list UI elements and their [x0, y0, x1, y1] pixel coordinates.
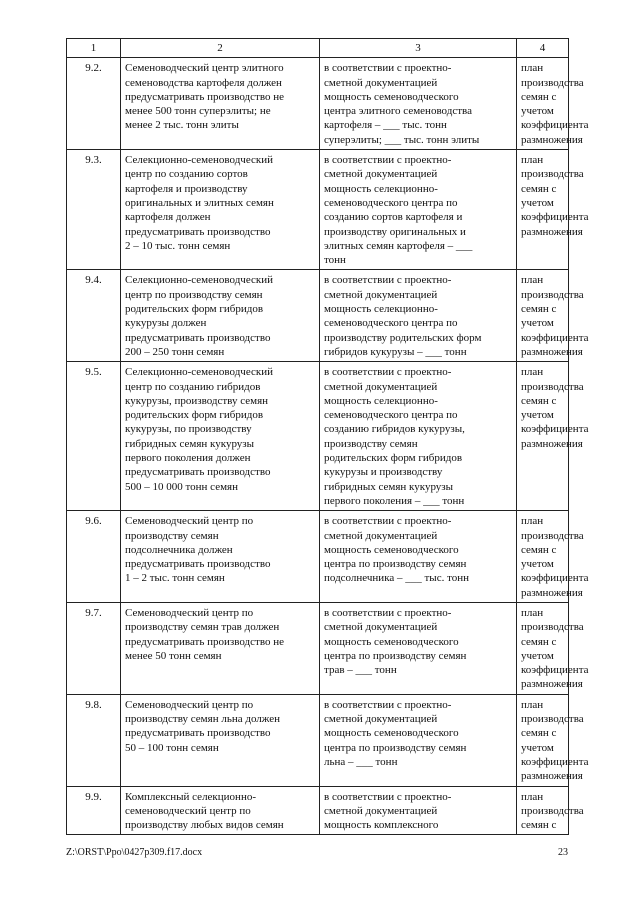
- plan-text-line: план: [521, 62, 544, 75]
- requirement-text-line: картофеля должен: [125, 211, 211, 224]
- requirement-text-line: кукурузы должен: [125, 317, 207, 330]
- capacity-text-line: тонн: [324, 254, 346, 267]
- capacity-text-line: льна – ___ тонн: [324, 755, 398, 768]
- requirement-text-line: Селекционно-семеноводческий: [125, 274, 273, 287]
- column-header-2: 2: [121, 39, 320, 58]
- plan-text-line: учетом: [521, 649, 554, 662]
- plan-text-line: размножения: [521, 586, 583, 599]
- table-body: [67, 58, 589, 835]
- plan-text-line: семян с: [521, 635, 557, 648]
- requirement-text: [121, 150, 320, 270]
- capacity-text-line: центра по производству семян: [324, 649, 467, 662]
- plan-text: [517, 786, 584, 835]
- capacity-text-line: мощность семеноводческого: [324, 635, 459, 648]
- table-row: [67, 58, 569, 150]
- plan-text-line: семян с: [521, 90, 557, 103]
- plan-text-line: коэффициента: [521, 331, 589, 344]
- requirement-text-line: производству семян: [125, 529, 219, 542]
- capacity-text: [320, 694, 517, 786]
- requirement-text-line: предусматривать производство: [125, 225, 271, 238]
- column-header-4: 4: [517, 39, 569, 58]
- plan-text-line: производства: [521, 288, 584, 301]
- plan-text-line: семян с: [521, 182, 557, 195]
- item-number: 9.6.: [67, 511, 121, 603]
- plan-text: [517, 150, 589, 270]
- requirement-text-line: родительских форм гибридов: [125, 409, 264, 422]
- table-row: [67, 511, 569, 603]
- requirement-text-line: Семеноводческий центр по: [125, 606, 254, 619]
- capacity-text-line: трав – ___ тонн: [324, 664, 397, 677]
- capacity-text-line: производству оригинальных и: [324, 225, 466, 238]
- requirement-text-line: оригинальных и элитных семян: [125, 196, 274, 209]
- capacity-text-line: родительских форм гибридов: [324, 452, 463, 465]
- plan-text-line: семян с: [521, 819, 557, 832]
- capacity-text-line: гибридных семян кукурузы: [324, 480, 454, 493]
- requirement-text: [121, 602, 320, 694]
- table-row: [67, 694, 569, 786]
- requirement-text-line: Семеноводческий центр по: [125, 515, 254, 528]
- capacity-text: [320, 786, 517, 835]
- table-row: [67, 786, 569, 835]
- plan-text-line: учетом: [521, 409, 554, 422]
- plan-text-line: семян с: [521, 727, 557, 740]
- requirement-text: [121, 270, 320, 362]
- plan-text-line: размножения: [521, 225, 583, 238]
- capacity-text: [320, 270, 517, 362]
- requirement-text-line: предусматривать производство не: [125, 635, 284, 648]
- requirement-text-line: гибридных семян кукурузы: [125, 437, 255, 450]
- requirement-text-line: семеноводства картофеля должен: [125, 76, 282, 89]
- capacity-text-line: первого поколения – ___ тонн: [324, 494, 465, 507]
- requirement-text-line: менее 50 тонн семян: [125, 649, 222, 662]
- requirement-text-line: производству семян трав должен: [125, 621, 280, 634]
- item-number: 9.5.: [67, 362, 121, 511]
- requirement-text-line: кукурузы, производству семян: [125, 394, 269, 407]
- plan-text-line: коэффициента: [521, 119, 589, 132]
- capacity-text: [320, 362, 517, 511]
- requirement-text-line: родительских форм гибридов: [125, 303, 264, 316]
- requirements-table: [66, 38, 589, 835]
- plan-text: [517, 694, 589, 786]
- requirement-text-line: предусматривать производство: [125, 331, 271, 344]
- plan-text-line: производства: [521, 529, 584, 542]
- capacity-text-line: сметной документацией: [324, 168, 438, 181]
- requirement-text-line: менее 2 тыс. тонн элиты: [125, 119, 239, 132]
- capacity-text-line: производству родительских форм: [324, 331, 482, 344]
- plan-text-line: план: [521, 790, 544, 803]
- file-path: Z:\ORST\Ppo\0427p309.f17.docx: [66, 847, 203, 858]
- capacity-text-line: в соответствии с проектно-: [324, 515, 452, 528]
- table-row: [67, 270, 569, 362]
- capacity-text-line: созданию гибридов кукурузы,: [324, 423, 465, 436]
- requirement-text-line: 2 – 10 тыс. тонн семян: [125, 239, 231, 252]
- requirement-text-line: центр по созданию гибридов: [125, 380, 261, 393]
- capacity-text-line: мощность селекционно-: [324, 303, 438, 316]
- requirement-text-line: Семеноводческий центр по: [125, 698, 254, 711]
- capacity-text-line: мощность селекционно-: [324, 182, 438, 195]
- plan-text: [517, 602, 589, 694]
- capacity-text-line: сметной документацией: [324, 529, 438, 542]
- plan-text: [517, 511, 589, 603]
- capacity-text-line: в соответствии с проектно-: [324, 274, 452, 287]
- plan-text: [517, 270, 589, 362]
- plan-text-line: размножения: [521, 133, 583, 146]
- plan-text-line: производства: [521, 804, 584, 817]
- plan-text-line: учетом: [521, 317, 554, 330]
- capacity-text-line: в соответствии с проектно-: [324, 366, 452, 379]
- capacity-text-line: центра по производству семян: [324, 558, 467, 571]
- plan-text-line: производства: [521, 168, 584, 181]
- plan-text-line: план: [521, 606, 544, 619]
- plan-text-line: семян с: [521, 394, 557, 407]
- capacity-text-line: центра элитного семеноводства: [324, 105, 472, 118]
- capacity-text-line: сметной документацией: [324, 288, 438, 301]
- requirement-text-line: 1 – 2 тыс. тонн семян: [125, 572, 225, 585]
- plan-text-line: семян с: [521, 303, 557, 316]
- requirement-text-line: Комплексный селекционно-: [125, 790, 256, 803]
- capacity-text-line: в соответствии с проектно-: [324, 698, 452, 711]
- capacity-text-line: центра по производству семян: [324, 741, 467, 754]
- capacity-text-line: сметной документацией: [324, 621, 438, 634]
- capacity-text-line: в соответствии с проектно-: [324, 606, 452, 619]
- plan-text-line: план: [521, 274, 544, 287]
- plan-text-line: семян с: [521, 543, 557, 556]
- requirement-text-line: 200 – 250 тонн семян: [125, 345, 225, 358]
- plan-text-line: размножения: [521, 678, 583, 691]
- plan-text-line: коэффициента: [521, 211, 589, 224]
- capacity-text: [320, 511, 517, 603]
- requirement-text-line: кукурузы, по производству: [125, 423, 252, 436]
- plan-text-line: размножения: [521, 770, 583, 783]
- capacity-text-line: мощность семеноводческого: [324, 727, 459, 740]
- item-number: 9.4.: [67, 270, 121, 362]
- plan-text-line: план: [521, 515, 544, 528]
- item-number: 9.3.: [67, 150, 121, 270]
- requirement-text-line: предусматривать производство: [125, 466, 271, 479]
- capacity-text: [320, 58, 517, 150]
- capacity-text-line: картофеля – ___ тыс. тонн: [324, 119, 447, 132]
- requirement-text-line: центр по производству семян: [125, 288, 263, 301]
- plan-text-line: производства: [521, 76, 584, 89]
- plan-text: [517, 362, 589, 511]
- page-number: 23: [558, 847, 568, 858]
- requirement-text-line: 50 – 100 тонн семян: [125, 741, 219, 754]
- plan-text-line: коэффициента: [521, 572, 589, 585]
- capacity-text-line: созданию сортов картофеля и: [324, 211, 463, 224]
- plan-text-line: производства: [521, 621, 584, 634]
- requirement-text: [121, 786, 320, 835]
- table-header-row: [67, 39, 569, 58]
- plan-text-line: коэффициента: [521, 755, 589, 768]
- plan-text-line: размножения: [521, 345, 583, 358]
- requirement-text-line: менее 500 тонн суперэлиты; не: [125, 105, 271, 118]
- requirement-text-line: Селекционно-семеноводческий: [125, 154, 273, 167]
- capacity-text: [320, 602, 517, 694]
- plan-text-line: план: [521, 154, 544, 167]
- table-row: [67, 602, 569, 694]
- requirement-text-line: предусматривать производство: [125, 727, 271, 740]
- table-row: [67, 150, 569, 270]
- capacity-text-line: в соответствии с проектно-: [324, 154, 452, 167]
- capacity-text-line: семеноводческого центра по: [324, 317, 458, 330]
- capacity-text-line: сметной документацией: [324, 713, 438, 726]
- plan-text-line: размножения: [521, 437, 583, 450]
- requirement-text-line: Семеноводческий центр элитного: [125, 62, 284, 75]
- item-number: 9.8.: [67, 694, 121, 786]
- capacity-text-line: мощность комплексного: [324, 819, 439, 832]
- capacity-text-line: суперэлиты; ___ тыс. тонн элиты: [324, 133, 480, 146]
- requirement-text-line: Селекционно-семеноводческий: [125, 366, 273, 379]
- plan-text: [517, 58, 589, 150]
- requirement-text-line: семеноводческий центр по: [125, 804, 251, 817]
- requirement-text-line: первого поколения должен: [125, 452, 251, 465]
- capacity-text-line: сметной документацией: [324, 380, 438, 393]
- capacity-text-line: кукурузы и производству: [324, 466, 443, 479]
- requirement-text-line: предусматривать производство: [125, 558, 271, 571]
- column-header-1: 1: [67, 39, 121, 58]
- plan-text-line: производства: [521, 380, 584, 393]
- requirement-text-line: производству любых видов семян: [125, 819, 284, 832]
- capacity-text-line: мощность семеноводческого: [324, 543, 459, 556]
- plan-text-line: учетом: [521, 741, 554, 754]
- requirement-text-line: производству семян льна должен: [125, 713, 281, 726]
- capacity-text-line: сметной документацией: [324, 76, 438, 89]
- item-number: 9.2.: [67, 58, 121, 150]
- capacity-text-line: производству семян: [324, 437, 418, 450]
- plan-text-line: план: [521, 698, 544, 711]
- capacity-text-line: семеноводческого центра по: [324, 409, 458, 422]
- requirement-text-line: картофеля и производству: [125, 182, 248, 195]
- plan-text-line: план: [521, 366, 544, 379]
- requirement-text: [121, 58, 320, 150]
- plan-text-line: производства: [521, 713, 584, 726]
- capacity-text-line: семеноводческого центра по: [324, 196, 458, 209]
- requirement-text: [121, 362, 320, 511]
- item-number: 9.9.: [67, 786, 121, 835]
- capacity-text-line: мощность селекционно-: [324, 394, 438, 407]
- capacity-text-line: подсолнечника – ___ тыс. тонн: [324, 572, 470, 585]
- capacity-text-line: мощность семеноводческого: [324, 90, 459, 103]
- capacity-text-line: сметной документацией: [324, 804, 438, 817]
- plan-text-line: учетом: [521, 196, 554, 209]
- plan-text-line: коэффициента: [521, 664, 589, 677]
- requirement-text-line: подсолнечника должен: [125, 543, 233, 556]
- plan-text-line: учетом: [521, 105, 554, 118]
- column-header-3: 3: [320, 39, 517, 58]
- item-number: 9.7.: [67, 602, 121, 694]
- plan-text-line: коэффициента: [521, 423, 589, 436]
- plan-text-line: учетом: [521, 558, 554, 571]
- requirement-text: [121, 511, 320, 603]
- capacity-text-line: в соответствии с проектно-: [324, 790, 452, 803]
- requirement-text: [121, 694, 320, 786]
- capacity-text-line: элитных семян картофеля – ___: [324, 239, 473, 252]
- table-row: [67, 362, 569, 511]
- requirement-text-line: центр по созданию сортов: [125, 168, 248, 181]
- requirement-text-line: предусматривать производство не: [125, 90, 284, 103]
- capacity-text: [320, 150, 517, 270]
- capacity-text-line: гибридов кукурузы – ___ тонн: [324, 345, 467, 358]
- capacity-text-line: в соответствии с проектно-: [324, 62, 452, 75]
- requirement-text-line: 500 – 10 000 тонн семян: [125, 480, 238, 493]
